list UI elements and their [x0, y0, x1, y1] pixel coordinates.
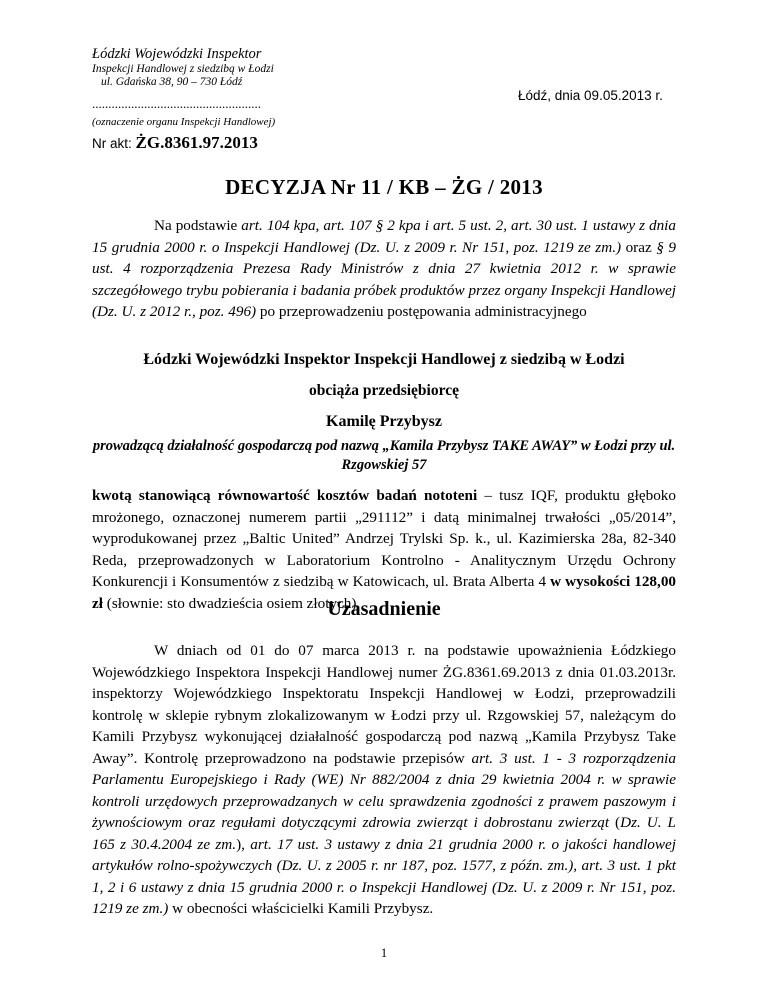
- amount-value: w wysokości 128,00 zł: [92, 573, 677, 612]
- legal-basis-text-1: Na podstawie: [154, 217, 242, 234]
- issuer-dotted-line: ....................................................: [92, 96, 261, 112]
- case-number-label: Nr akt:: [92, 136, 132, 151]
- amount-lead: kwotą stanowiącą równowartość kosztów badań nototeni: [92, 487, 478, 504]
- legal-basis-text-3: po przeprowadzeniu postępowania administracyjnego: [256, 303, 587, 320]
- business-description: prowadzącą działalność gospodarczą pod nazwą „Kamila Przybysz TAKE AWAY” w Łodzi przy ul. Rzgowskiej 57: [92, 438, 676, 473]
- decision-title: DECYZJA Nr 11 / KB – ŻG / 2013: [225, 175, 543, 199]
- issuer-address: ul. Gdańska 38, 90 – 730 Łódź: [101, 75, 243, 88]
- legal-basis-text-2: oraz: [621, 238, 657, 256]
- charges-heading: obciąża przedsiębiorcę: [309, 382, 459, 399]
- justification-citation-2: Dz. U. L 165 z 30.4.2004 ze zm.: [92, 814, 676, 853]
- document-date: Łódź, dnia 09.05.2013 r.: [518, 88, 663, 103]
- justification-citation-3: art. 17 ust. 3 ustawy z dnia 21 grudnia 2000 r. o jakości handlowej artykułów rolno-spożywczych (Dz. U. z 2005 r. nr 187, poz. 1577, z późn. zm.), art. 3 ust. 1 pkt 1, 2 i 6 ustawy z dnia 15 grudnia 2000 r. o Inspekcji Handlowej (Dz. U. z 2009 r. Nr 151, poz. 1219 ze zm.): [92, 835, 676, 917]
- justification-text-4: w obecności właścicielki Kamili Przybysz.: [168, 900, 434, 917]
- amount-paragraph: [92, 485, 676, 614]
- amount-details: – tusz IQF, produktu głęboko mrożonego, oznaczonej numerem partii „291112” i datą minimalnej trwałości „05/2014”, wyprodukowanej przez „Baltic United” Andrzej Trylski Sp. k., ul. Kazimierska 28a, 82-340 Reda, przeprowadzonych w Laboratorium Kontrolno - Analitycznym Urzędu Ochrony Konkurencji i Konsumentów z siedzibą w Katowicach, ul. Brata Alberta 4: [92, 487, 676, 590]
- entrepreneur-name: Kamilę Przybysz: [326, 413, 442, 430]
- case-number-line: [92, 133, 258, 153]
- legal-basis-paragraph: [92, 215, 676, 323]
- legal-basis-citation-1: art. 104 kpa, art. 107 § 2 kpa i art. 5 ust. 2, art. 30 ust. 1 ustawy z dnia 15 grudnia 2000 r. o Inspekcji Handlowej (Dz. U. z 2009 r. Nr 151, poz. 1219 ze zm.): [92, 217, 676, 256]
- justification-heading: Uzasadnienie: [327, 598, 441, 620]
- justification-text-1: W dniach od 01 do 07 marca 2013 r. na podstawie upoważnienia Łódzkiego Wojewódzkiego Inspektora Inspekcji Handlowej numer ŻG.8361.69.2013 z dnia 01.03.2013r. inspektorzy Wojewódzkiego Inspektoratu Inspekcji Handlowej w Łodzi, przeprowadzili kontrolę w sklepie rybnym zlokalizowanym w Łodzi przy ul. Rzgowskiej 57, należącym do Kamili Przybysz wykonującej działalność gospodarczą pod nazwą „Kamila Przybysz Take Away”. Kontrolę przeprowadzono na podstawie przepisów: [92, 642, 676, 767]
- case-number: ŻG.8361.97.2013: [135, 133, 258, 152]
- legal-basis-citation-2: § 9 ust. 4 rozporządzenia Prezesa Rady Ministrów z dnia 27 kwietnia 2012 r. w sprawie szczegółowego trybu pobierania i badania próbek produktów przez organy Inspekcji Handlowej (Dz. U. z 2012 r., poz. 496): [92, 238, 676, 320]
- amount-in-words: (słownie: sto dwadzieścia osiem złotych).: [102, 594, 361, 612]
- issuer-name: Łódzki Wojewódzki Inspektor: [92, 46, 262, 62]
- justification-text-2: (: [609, 814, 621, 831]
- issuer-name-line-2: Inspekcji Handlowej z siedzibą w Łodzi: [92, 62, 274, 75]
- issuer-caption: (oznaczenie organu Inspekcji Handlowej): [92, 116, 276, 129]
- justification-text-3: ),: [236, 835, 251, 853]
- page-number: 1: [380, 946, 388, 960]
- inspector-heading: Łódzki Wojewódzki Inspektor Inspekcji Handlowej z siedzibą w Łodzi: [143, 351, 625, 368]
- justification-paragraph: [92, 640, 676, 920]
- justification-citation-1: art. 3 ust. 1 - 3 rozporządzenia Parlamentu Europejskiego i Rady (WE) Nr 882/2004 z dnia 29 kwietnia 2004 r. w sprawie kontroli urzędowych przeprowadzanych w celu sprawdzenia zgodności z prawem paszowym i żywnościowym oraz regułami dotyczącymi zdrowia zwierząt i dobrostanu zwierząt: [92, 749, 676, 831]
- issuer-header: [92, 46, 275, 129]
